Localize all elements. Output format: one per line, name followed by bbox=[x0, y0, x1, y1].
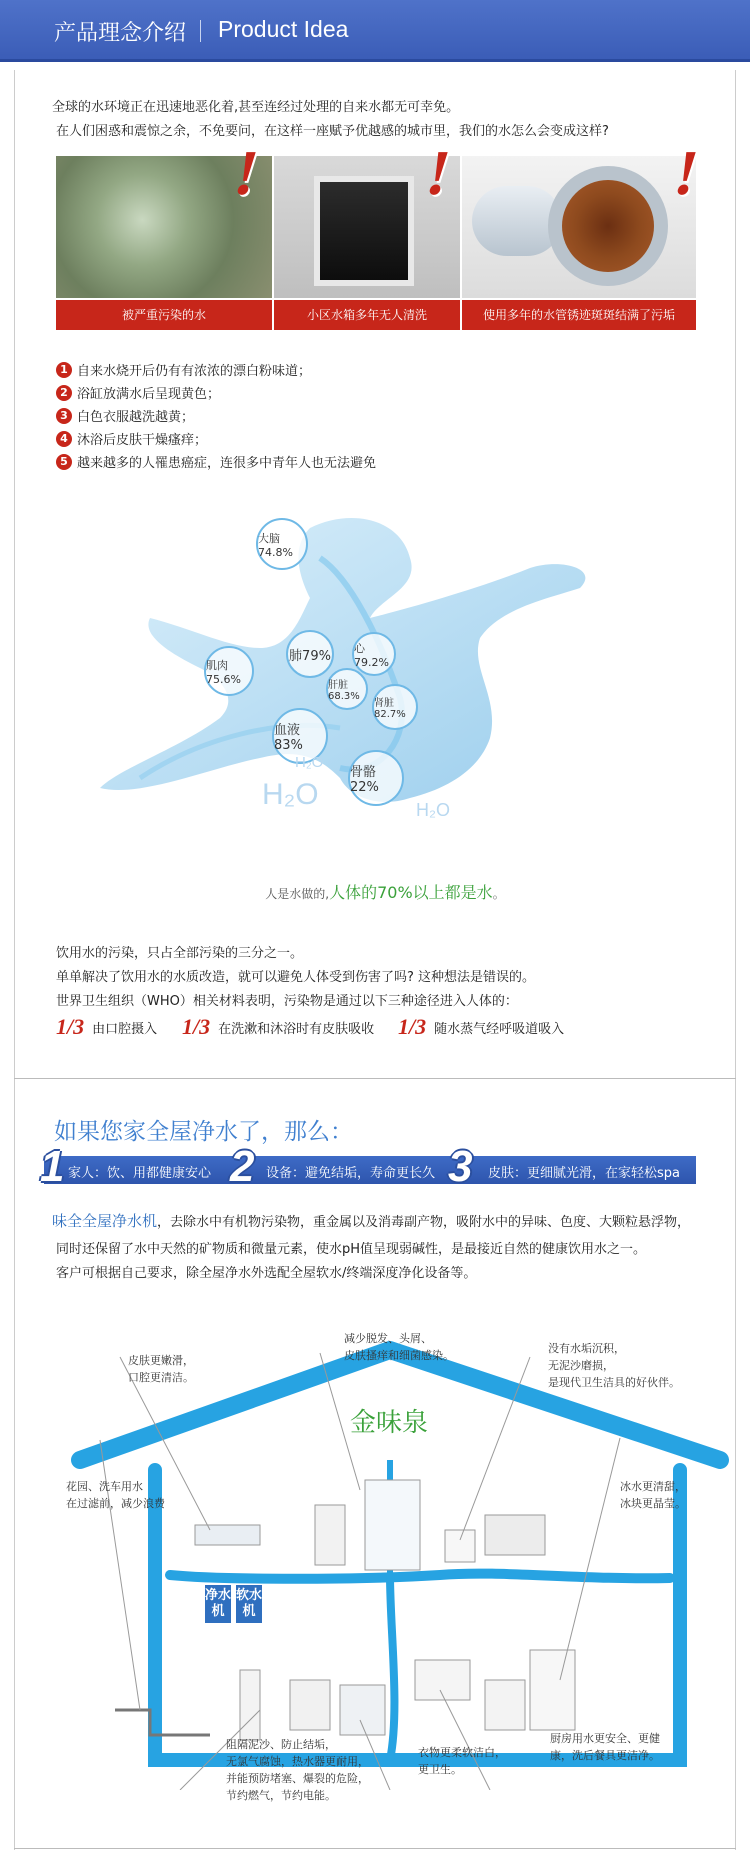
stat-bubble-brain: 大脑74.8% bbox=[256, 518, 308, 570]
slogan-highlight: 人体的70%以上都是水 bbox=[329, 883, 493, 902]
stat-bubble-blood: 血液83% bbox=[272, 708, 328, 764]
slogan-small: 人是水做的, bbox=[265, 887, 330, 901]
pollution-line-2: 单单解决了饮用水的水质改造，就可以避免人体受到伤害了吗? 这种想法是错误的。 bbox=[56, 970, 536, 985]
pollution-line-1: 饮用水的污染，只占全部污染的三分之一。 bbox=[56, 946, 304, 961]
number-badge: 5 bbox=[56, 454, 72, 470]
photo-caption: 使用多年的水管锈迹斑斑结满了污垢 bbox=[462, 300, 696, 330]
note-hair: 减少脱发、头屑、 皮肤搔痒和细菌感染。 bbox=[344, 1332, 454, 1362]
bottom-border bbox=[14, 1848, 736, 1849]
benefit-number: 3 bbox=[448, 1142, 473, 1191]
fraction-label: 1/3 bbox=[182, 1014, 211, 1039]
pollution-line-3: 世界卫生组织（WHO）相关材料表明，污染物是通过以下三种途径进入人体的： bbox=[56, 994, 518, 1009]
intake-path-text: 由口腔摄入 bbox=[92, 1021, 158, 1037]
fraction-label: 1/3 bbox=[56, 1014, 85, 1039]
number-badge: 2 bbox=[56, 385, 72, 401]
description-text: ，去除水中有机物污染物，重金属以及消毒副产物，吸附水中的异味、色度、大颗粒悬浮物， bbox=[157, 1215, 691, 1230]
photo-caption: 小区水箱多年无人清洗 bbox=[274, 300, 460, 330]
h2o-text: H₂O bbox=[416, 800, 450, 820]
list-item-text: 自来水烧开后仍有有浓浓的漂白粉味道； bbox=[77, 364, 312, 379]
rusty-pipe-image bbox=[462, 156, 696, 298]
water-body-illustration bbox=[80, 498, 640, 858]
intro-line-2: 在人们困惑和震惊之余，不免要问，在这样一座赋予优越感的城市里，我们的水怎么会变成这样? bbox=[56, 124, 609, 139]
section-title-cn: 产品理念介绍 bbox=[54, 21, 187, 46]
brand-name: 金味泉 bbox=[350, 1408, 429, 1438]
stat-bubble-lung: 肺79% bbox=[286, 630, 334, 678]
intake-path bbox=[182, 1014, 374, 1040]
intake-path-text: 在洗漱和沐浴时有皮肤吸收 bbox=[218, 1021, 375, 1037]
title-separator bbox=[200, 20, 201, 42]
list-item-text: 越来越多的人罹患癌症，连很多中青年人也无法避免 bbox=[77, 456, 377, 471]
number-badge: 1 bbox=[56, 362, 72, 378]
product-description-1 bbox=[52, 1210, 690, 1231]
note-sanitary: 没有水垢沉积， 无泥沙磨损， 是现代卫生洁具的好伙伴。 bbox=[548, 1342, 680, 1389]
list-item bbox=[56, 358, 376, 381]
note-water-heater: 阻隔泥沙、防止结垢， 无氯气腐蚀，热水器更耐用， 并能预防堵塞、爆裂的危险， 节约燃气，节约电能。 bbox=[226, 1738, 369, 1802]
list-item bbox=[56, 450, 376, 473]
list-item bbox=[56, 404, 376, 427]
note-skin: 皮肤更嫩滑， 口腔更清洁。 bbox=[128, 1354, 194, 1384]
purifier-label: 净水机 bbox=[205, 1585, 231, 1623]
fraction-label: 1/3 bbox=[398, 1014, 427, 1039]
benefit-text: 家人：饮、用都健康安心 bbox=[68, 1166, 212, 1181]
product-description-3: 客户可根据自己要求，除全屋净水外选配全屋软水/终端深度净化设备等。 bbox=[56, 1266, 477, 1281]
h2o-text: H₂O bbox=[295, 754, 324, 771]
number-badge: 3 bbox=[56, 408, 72, 424]
list-item-text: 浴缸放满水后呈现黄色； bbox=[77, 387, 221, 402]
intro-line-1: 全球的水环境正在迅速地恶化着,甚至连经过处理的自来水都无可幸免。 bbox=[52, 100, 460, 115]
intake-path-text: 随水蒸气经呼吸道吸入 bbox=[434, 1021, 565, 1037]
benefit-number: 2 bbox=[230, 1142, 255, 1191]
number-badge: 4 bbox=[56, 431, 72, 447]
list-item bbox=[56, 381, 376, 404]
stat-bubble-muscle: 肌肉75.6% bbox=[204, 646, 254, 696]
softener-label: 软水机 bbox=[236, 1585, 262, 1623]
benefit-text: 皮肤：更细腻光滑，在家轻松spa bbox=[488, 1166, 680, 1181]
list-item-text: 沐浴后皮肤干燥瘙痒； bbox=[77, 433, 208, 448]
stat-bubble-kidney: 肾脏82.7% bbox=[372, 684, 418, 730]
stat-bubble-heart: 心79.2% bbox=[352, 632, 396, 676]
note-ice: 冰水更清甜， 冰块更晶莹。 bbox=[620, 1480, 686, 1510]
note-laundry: 衣物更柔软洁白， 更卫生。 bbox=[418, 1746, 506, 1776]
benefit-band bbox=[40, 1142, 696, 1191]
product-description-2: 同时还保留了水中天然的矿物质和微量元素，使水pH值呈现弱碱性，是最接近自然的健康饮用水之一。 bbox=[56, 1242, 647, 1257]
exclamation-icon: ! bbox=[228, 137, 265, 208]
list-item bbox=[56, 427, 376, 450]
stat-bubble-bone: 骨骼22% bbox=[348, 750, 404, 806]
product-name: 味全全屋净水机 bbox=[52, 1212, 158, 1230]
section-header bbox=[0, 0, 750, 62]
exclamation-icon: ! bbox=[420, 137, 457, 208]
note-garden: 花园、洗车用水 在过滤前，减少浪费 bbox=[66, 1480, 165, 1510]
house-diagram bbox=[60, 1330, 730, 1790]
h2o-text: H₂O bbox=[262, 778, 319, 811]
slogan-end: 。 bbox=[492, 887, 505, 901]
benefit-text: 设备：避免结垢，寿命更长久 bbox=[266, 1166, 436, 1181]
photo-rusty-pipe bbox=[462, 156, 696, 330]
water-slogan bbox=[0, 880, 750, 903]
list-item-text: 白色衣服越洗越黄； bbox=[77, 410, 195, 425]
problem-list bbox=[56, 358, 376, 473]
benefit-heading: 如果您家全屋净水了，那么： bbox=[54, 1119, 353, 1145]
stat-bubble-liver: 肝脏68.3% bbox=[326, 668, 368, 710]
exclamation-icon: ! bbox=[668, 137, 705, 208]
photo-caption: 被严重污染的水 bbox=[56, 300, 272, 330]
section-divider bbox=[14, 1078, 736, 1079]
intake-path bbox=[398, 1014, 564, 1040]
note-kitchen: 厨房用水更安全、更健 康，洗后餐具更洁净。 bbox=[550, 1732, 660, 1762]
benefit-number: 1 bbox=[40, 1142, 65, 1191]
section-title-en: Product Idea bbox=[218, 16, 349, 42]
intake-path bbox=[56, 1014, 157, 1040]
